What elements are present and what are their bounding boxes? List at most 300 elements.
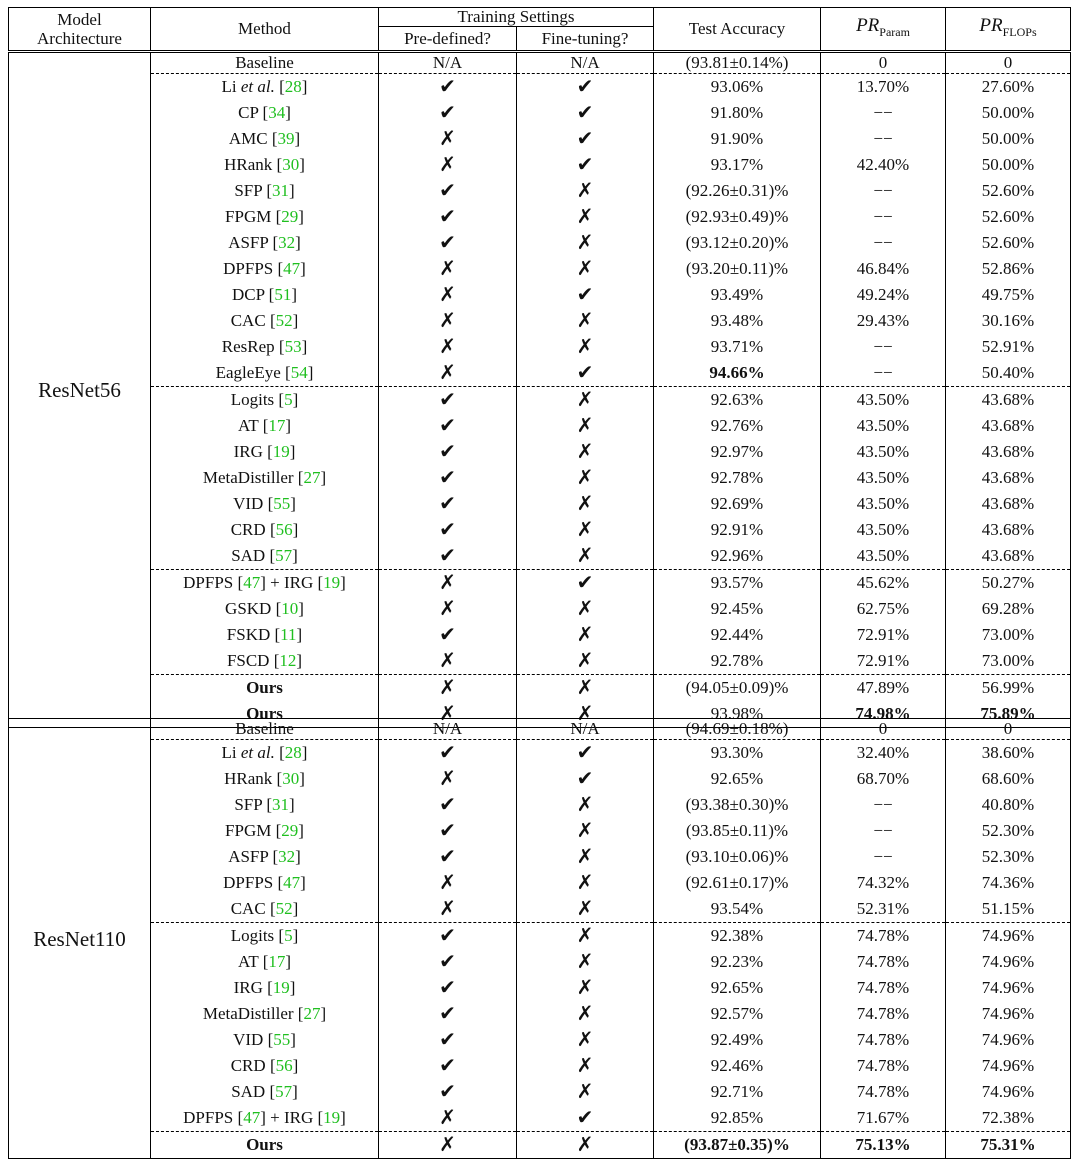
check-mark-icon: ✔: [576, 100, 594, 124]
method-name: CRD: [230, 1056, 266, 1075]
pr-param-cell: 72.91%: [821, 622, 946, 648]
pr-param-cell: 43.50%: [821, 387, 946, 414]
citation-ref[interactable]: 52: [275, 311, 293, 330]
method-name: DPFPS: [223, 873, 274, 892]
check-mark-icon: ✔: [576, 74, 594, 98]
pr-flops-cell: 43.68%: [946, 439, 1071, 465]
pre-defined-cell: [379, 387, 517, 414]
cross-mark-icon: ✗: [576, 491, 594, 515]
test-accuracy-cell: (94.05±0.09)%: [654, 675, 821, 702]
test-accuracy-cell: 92.46%: [654, 1053, 821, 1079]
citation-ref[interactable]: 54: [290, 363, 308, 382]
citation-ref[interactable]: 19: [323, 573, 341, 592]
pr-flops-cell: 50.00%: [946, 126, 1071, 152]
pre-defined-cell: [379, 896, 517, 923]
cross-mark-icon: ✗: [576, 1132, 594, 1156]
table-row: [9, 570, 1071, 597]
method-cell: CRD [56]: [151, 1053, 379, 1079]
resnet110-block: [8, 718, 1071, 1159]
citation-ref[interactable]: 47: [243, 1108, 261, 1127]
cross-mark-icon: ✗: [439, 896, 456, 920]
citation-ref[interactable]: 30: [282, 155, 300, 174]
test-accuracy-cell: 92.49%: [654, 1027, 821, 1053]
cross-mark-icon: ✗: [439, 152, 456, 176]
pre-defined-cell: [379, 766, 517, 792]
check-mark-icon: ✔: [439, 74, 456, 98]
pr-param-cell: 74.78%: [821, 1001, 946, 1027]
pre-defined-cell: [379, 949, 517, 975]
pr-param-cell: 46.84%: [821, 256, 946, 282]
citation-ref[interactable]: 47: [283, 873, 301, 892]
pr-flops-cell: 50.27%: [946, 570, 1071, 597]
fine-tuning-cell: [517, 949, 654, 975]
method-name: Baseline: [235, 719, 294, 738]
method-cell: Li et al. [28]: [151, 74, 379, 101]
pr-flops-cell: 0: [946, 53, 1071, 74]
check-mark-icon: ✔: [439, 230, 456, 254]
pr-flops-cell: 43.68%: [946, 517, 1071, 543]
table-row: [9, 387, 1071, 414]
fine-tuning-cell: [517, 719, 654, 740]
pre-defined-cell: [379, 360, 517, 387]
fine-tuning-cell: [517, 360, 654, 387]
pr-param-cell: 74.78%: [821, 975, 946, 1001]
fine-tuning-cell: [517, 413, 654, 439]
test-accuracy-cell: (92.61±0.17)%: [654, 870, 821, 896]
test-accuracy-cell: (93.81±0.14%): [654, 53, 821, 74]
cross-mark-icon: ✗: [576, 517, 594, 541]
cross-mark-icon: ✗: [439, 1105, 456, 1129]
pr-flops-cell: 43.68%: [946, 465, 1071, 491]
pre-defined-cell: [379, 1027, 517, 1053]
baseline-row: [9, 53, 1071, 74]
cross-mark-icon: ✗: [576, 1079, 594, 1103]
pre-defined-cell: [379, 1105, 517, 1132]
method-name: MetaDistiller: [202, 1004, 294, 1023]
method-cell: IRG [19]: [151, 975, 379, 1001]
table-row: [9, 870, 1071, 896]
table-row: [9, 1001, 1071, 1027]
method-name: GSKD: [225, 599, 272, 618]
method-cell: MetaDistiller [27]: [151, 1001, 379, 1027]
citation-ref[interactable]: 29: [281, 207, 299, 226]
citation-ref[interactable]: 55: [273, 1030, 291, 1049]
table-row: [9, 1105, 1071, 1132]
method-name: AT: [237, 952, 259, 971]
citation-ref[interactable]: 34: [268, 103, 286, 122]
test-accuracy-cell: 91.90%: [654, 126, 821, 152]
citation-ref[interactable]: 5: [284, 926, 293, 945]
method-name: DCP: [231, 285, 265, 304]
pr-param-cell: −−: [821, 178, 946, 204]
method-name: IRG: [283, 1108, 314, 1127]
citation-ref[interactable]: 32: [278, 847, 296, 866]
citation-ref[interactable]: 5: [284, 390, 293, 409]
method-name: Ours: [246, 704, 283, 723]
test-accuracy-cell: 92.65%: [654, 766, 821, 792]
citation-ref[interactable]: 19: [272, 442, 290, 461]
cross-mark-icon: ✗: [576, 701, 594, 725]
table-row: [9, 230, 1071, 256]
check-mark-icon: ✔: [439, 543, 456, 567]
cross-mark-icon: ✗: [576, 792, 594, 816]
cross-mark-icon: ✗: [439, 648, 456, 672]
method-name: ResRep: [221, 337, 275, 356]
table-row: [9, 1053, 1071, 1079]
pr-flops-cell: 74.96%: [946, 1079, 1071, 1105]
cross-mark-icon: ✗: [576, 413, 594, 437]
fine-tuning-cell: [517, 923, 654, 950]
fine-tuning-cell: [517, 517, 654, 543]
citation-ref[interactable]: 47: [283, 259, 301, 278]
header-method: Method: [151, 8, 379, 51]
test-accuracy-cell: 93.71%: [654, 334, 821, 360]
pr-param-cell: 68.70%: [821, 766, 946, 792]
citation-ref[interactable]: 27: [303, 468, 321, 487]
pr-flops-cell: 74.36%: [946, 870, 1071, 896]
pr-flops-cell: 30.16%: [946, 308, 1071, 334]
citation-ref[interactable]: 57: [275, 546, 293, 565]
table-row: [9, 413, 1071, 439]
fine-tuning-cell: [517, 543, 654, 570]
table-row: [9, 818, 1071, 844]
cross-mark-icon: ✗: [439, 596, 456, 620]
pre-defined-cell: [379, 570, 517, 597]
method-cell: DCP [51]: [151, 282, 379, 308]
method-cell: HRank [30]: [151, 152, 379, 178]
pre-defined-cell: [379, 334, 517, 360]
pr-flops-cell: 74.96%: [946, 949, 1071, 975]
method-cell: CRD [56]: [151, 517, 379, 543]
citation-ref[interactable]: 53: [284, 337, 302, 356]
pr-flops-cell: 74.96%: [946, 923, 1071, 950]
method-cell: [151, 53, 379, 74]
check-mark-icon: ✔: [576, 1105, 594, 1129]
fine-tuning-cell: [517, 152, 654, 178]
table-row: [9, 308, 1071, 334]
pr-param-cell: 74.78%: [821, 1053, 946, 1079]
fine-tuning-cell: [517, 1053, 654, 1079]
method-name: ASFP: [228, 847, 269, 866]
method-name: CP: [238, 103, 259, 122]
check-mark-icon: ✔: [576, 282, 594, 306]
pre-defined-cell: [379, 74, 517, 101]
test-accuracy-cell: 93.98%: [654, 701, 821, 728]
check-mark-icon: ✔: [576, 766, 594, 790]
cross-mark-icon: ✗: [576, 204, 594, 228]
pr-param-cell: −−: [821, 334, 946, 360]
method-name: DPFPS: [183, 1108, 234, 1127]
pr-flops-cell: 75.31%: [946, 1132, 1071, 1159]
method-cell: DPFPS [47] + IRG [19]: [151, 570, 379, 597]
pr-param-cell: −−: [821, 100, 946, 126]
pre-defined-cell: [379, 439, 517, 465]
cross-mark-icon: ✗: [439, 870, 456, 894]
method-cell: [151, 1132, 379, 1159]
pr-flops-cell: 40.80%: [946, 792, 1071, 818]
citation-ref[interactable]: 19: [323, 1108, 341, 1127]
pre-defined-cell: [379, 870, 517, 896]
test-accuracy-cell: 92.96%: [654, 543, 821, 570]
pre-defined-cell: [379, 719, 517, 740]
pr-param-cell: −−: [821, 360, 946, 387]
check-mark-icon: ✔: [439, 1053, 456, 1077]
na-value: N/A: [432, 53, 463, 72]
check-mark-icon: ✔: [439, 740, 456, 764]
table-row: [9, 844, 1071, 870]
cross-mark-icon: ✗: [576, 387, 594, 411]
pr-flops-cell: 74.96%: [946, 1001, 1071, 1027]
citation-ref[interactable]: 19: [272, 978, 290, 997]
fine-tuning-cell: [517, 818, 654, 844]
table-row: [9, 766, 1071, 792]
citation-ref[interactable]: 52: [275, 899, 293, 918]
pr-flops-cell: 52.60%: [946, 204, 1071, 230]
pre-defined-cell: [379, 100, 517, 126]
cross-mark-icon: ✗: [576, 923, 594, 947]
test-accuracy-cell: 92.76%: [654, 413, 821, 439]
citation-ref[interactable]: 56: [275, 520, 293, 539]
cross-mark-icon: ✗: [576, 543, 594, 567]
pr-flops-cell: 43.68%: [946, 413, 1071, 439]
test-accuracy-cell: 92.57%: [654, 1001, 821, 1027]
pre-defined-cell: [379, 282, 517, 308]
method-name: FPGM: [225, 821, 272, 840]
check-mark-icon: ✔: [439, 792, 456, 816]
pr-param-cell: 45.62%: [821, 570, 946, 597]
pr-param-cell: −−: [821, 230, 946, 256]
method-cell: AT [17]: [151, 949, 379, 975]
pr-param-cell: 42.40%: [821, 152, 946, 178]
table-row: [9, 100, 1071, 126]
table-row: [9, 596, 1071, 622]
citation-ref[interactable]: 57: [275, 1082, 293, 1101]
pr-flops-cell: 52.60%: [946, 230, 1071, 256]
pr-param-cell: 32.40%: [821, 740, 946, 767]
test-accuracy-cell: 92.97%: [654, 439, 821, 465]
pr-param-cell: 0: [821, 53, 946, 74]
method-cell: ResRep [53]: [151, 334, 379, 360]
cross-mark-icon: ✗: [576, 334, 594, 358]
pr-flops-cell: 52.60%: [946, 178, 1071, 204]
method-cell: DPFPS [47]: [151, 256, 379, 282]
test-accuracy-cell: 93.17%: [654, 152, 821, 178]
test-accuracy-cell: 92.38%: [654, 923, 821, 950]
cross-mark-icon: ✗: [576, 596, 594, 620]
pr-flops-cell: 52.30%: [946, 818, 1071, 844]
citation-ref[interactable]: 56: [275, 1056, 293, 1075]
pr-param-cell: −−: [821, 844, 946, 870]
cross-mark-icon: ✗: [576, 844, 594, 868]
method-name: Ours: [246, 678, 283, 697]
test-accuracy-cell: 93.48%: [654, 308, 821, 334]
fine-tuning-cell: [517, 766, 654, 792]
check-mark-icon: ✔: [576, 126, 594, 150]
citation-ref[interactable]: 17: [268, 416, 286, 435]
table-row: [9, 949, 1071, 975]
test-accuracy-cell: (93.38±0.30)%: [654, 792, 821, 818]
pr-param-cell: −−: [821, 792, 946, 818]
citation-ref[interactable]: 17: [268, 952, 286, 971]
pr-param-cell: 72.91%: [821, 648, 946, 675]
fine-tuning-cell: [517, 256, 654, 282]
pr-param-cell: 43.50%: [821, 517, 946, 543]
check-mark-icon: ✔: [439, 923, 456, 947]
check-mark-icon: ✔: [439, 622, 456, 646]
method-name: SAD: [231, 546, 266, 565]
cross-mark-icon: ✗: [576, 256, 594, 280]
test-accuracy-cell: 92.23%: [654, 949, 821, 975]
table-row: [9, 152, 1071, 178]
pr-param-cell: 62.75%: [821, 596, 946, 622]
method-cell: IRG [19]: [151, 439, 379, 465]
citation-ref[interactable]: 12: [279, 651, 297, 670]
pr-param-cell: 74.32%: [821, 870, 946, 896]
table-row: [9, 282, 1071, 308]
pre-defined-cell: [379, 465, 517, 491]
method-cell: CAC [52]: [151, 308, 379, 334]
table-row: [9, 256, 1071, 282]
fine-tuning-cell: [517, 844, 654, 870]
citation-ref[interactable]: 55: [273, 494, 291, 513]
check-mark-icon: ✔: [576, 740, 594, 764]
citation-ref[interactable]: 32: [278, 233, 296, 252]
citation-ref[interactable]: 28: [284, 743, 302, 762]
check-mark-icon: ✔: [576, 360, 594, 384]
cross-mark-icon: ✗: [576, 622, 594, 646]
check-mark-icon: ✔: [439, 491, 456, 515]
fine-tuning-cell: [517, 870, 654, 896]
pr-flops-cell: 52.91%: [946, 334, 1071, 360]
test-accuracy-cell: (93.12±0.20)%: [654, 230, 821, 256]
pr-flops-cell: 74.96%: [946, 1053, 1071, 1079]
table-row: [9, 975, 1071, 1001]
cross-mark-icon: ✗: [576, 230, 594, 254]
citation-ref[interactable]: 29: [281, 821, 299, 840]
table-row: [9, 675, 1071, 702]
fine-tuning-cell: [517, 1079, 654, 1105]
method-cell: HRank [30]: [151, 766, 379, 792]
citation-ref[interactable]: 10: [281, 599, 299, 618]
citation-ref[interactable]: 27: [303, 1004, 321, 1023]
method-cell: MetaDistiller [27]: [151, 465, 379, 491]
pre-defined-cell: [379, 413, 517, 439]
pr-param-cell: 49.24%: [821, 282, 946, 308]
citation-ref[interactable]: 31: [271, 181, 289, 200]
fine-tuning-cell: [517, 675, 654, 702]
cross-mark-icon: ✗: [439, 308, 456, 332]
test-accuracy-cell: 94.66%: [654, 360, 821, 387]
test-accuracy-cell: 93.49%: [654, 282, 821, 308]
pre-defined-cell: [379, 126, 517, 152]
pre-defined-cell: [379, 923, 517, 950]
header-model-architecture: Model Architecture: [9, 8, 151, 51]
method-cell: VID [55]: [151, 1027, 379, 1053]
pre-defined-cell: [379, 256, 517, 282]
method-cell: Logits [5]: [151, 387, 379, 414]
header-pre-defined: Pre-defined?: [379, 27, 517, 51]
cross-mark-icon: ✗: [576, 648, 594, 672]
fine-tuning-cell: [517, 1132, 654, 1159]
fine-tuning-cell: [517, 387, 654, 414]
method-name: VID: [233, 1030, 264, 1049]
citation-ref[interactable]: 51: [274, 285, 292, 304]
test-accuracy-cell: 92.45%: [654, 596, 821, 622]
cross-mark-icon: ✗: [576, 465, 594, 489]
method-name: SFP: [234, 795, 263, 814]
fine-tuning-cell: [517, 975, 654, 1001]
fine-tuning-cell: [517, 596, 654, 622]
check-mark-icon: ✔: [439, 975, 456, 999]
method-name: CAC: [230, 899, 266, 918]
pre-defined-cell: [379, 543, 517, 570]
fine-tuning-cell: [517, 896, 654, 923]
pre-defined-cell: [379, 1132, 517, 1159]
pr-flops-cell: 74.96%: [946, 1027, 1071, 1053]
citation-ref[interactable]: 11: [280, 625, 297, 644]
pr-param-cell: −−: [821, 818, 946, 844]
method-cell: [151, 675, 379, 702]
fine-tuning-cell: [517, 465, 654, 491]
cross-mark-icon: ✗: [439, 570, 456, 594]
method-cell: AT [17]: [151, 413, 379, 439]
method-name: AT: [237, 416, 259, 435]
pr-param-cell: 75.13%: [821, 1132, 946, 1159]
pre-defined-cell: [379, 648, 517, 675]
test-accuracy-cell: (94.69±0.18%): [654, 719, 821, 740]
pr-flops-cell: 52.86%: [946, 256, 1071, 282]
table-row: [9, 360, 1071, 387]
citation-ref[interactable]: 39: [277, 129, 295, 148]
test-accuracy-cell: 92.85%: [654, 1105, 821, 1132]
citation-ref[interactable]: 47: [243, 573, 261, 592]
test-accuracy-cell: (93.20±0.11)%: [654, 256, 821, 282]
test-accuracy-cell: 92.44%: [654, 622, 821, 648]
pr-param-cell: 43.50%: [821, 465, 946, 491]
table-row: [9, 74, 1071, 101]
method-name: IRG: [233, 442, 263, 461]
method-name: Li et al.: [221, 743, 275, 762]
method-name: AMC: [228, 129, 268, 148]
method-cell: SFP [31]: [151, 178, 379, 204]
method-cell: FSKD [11]: [151, 622, 379, 648]
table-row: [9, 923, 1071, 950]
pr-flops-cell: 69.28%: [946, 596, 1071, 622]
method-name: DPFPS: [183, 573, 234, 592]
fine-tuning-cell: [517, 792, 654, 818]
method-name: Ours: [246, 1135, 283, 1154]
pre-defined-cell: [379, 1079, 517, 1105]
cross-mark-icon: ✗: [439, 256, 456, 280]
check-mark-icon: ✔: [439, 1027, 456, 1051]
check-mark-icon: ✔: [439, 844, 456, 868]
pr-flops-cell: 43.68%: [946, 387, 1071, 414]
citation-ref[interactable]: 28: [284, 77, 302, 96]
test-accuracy-cell: (93.10±0.06)%: [654, 844, 821, 870]
cross-mark-icon: ✗: [576, 1053, 594, 1077]
check-mark-icon: ✔: [439, 100, 456, 124]
table-row: [9, 648, 1071, 675]
architecture-label: ResNet110: [9, 719, 151, 1159]
pr-param-cell: 0: [821, 719, 946, 740]
citation-ref[interactable]: 31: [271, 795, 289, 814]
test-accuracy-cell: 93.54%: [654, 896, 821, 923]
citation-ref[interactable]: 30: [282, 769, 300, 788]
cross-mark-icon: ✗: [439, 282, 456, 306]
pr-flops-cell: 49.75%: [946, 282, 1071, 308]
method-cell: CP [34]: [151, 100, 379, 126]
cross-mark-icon: ✗: [576, 1027, 594, 1051]
